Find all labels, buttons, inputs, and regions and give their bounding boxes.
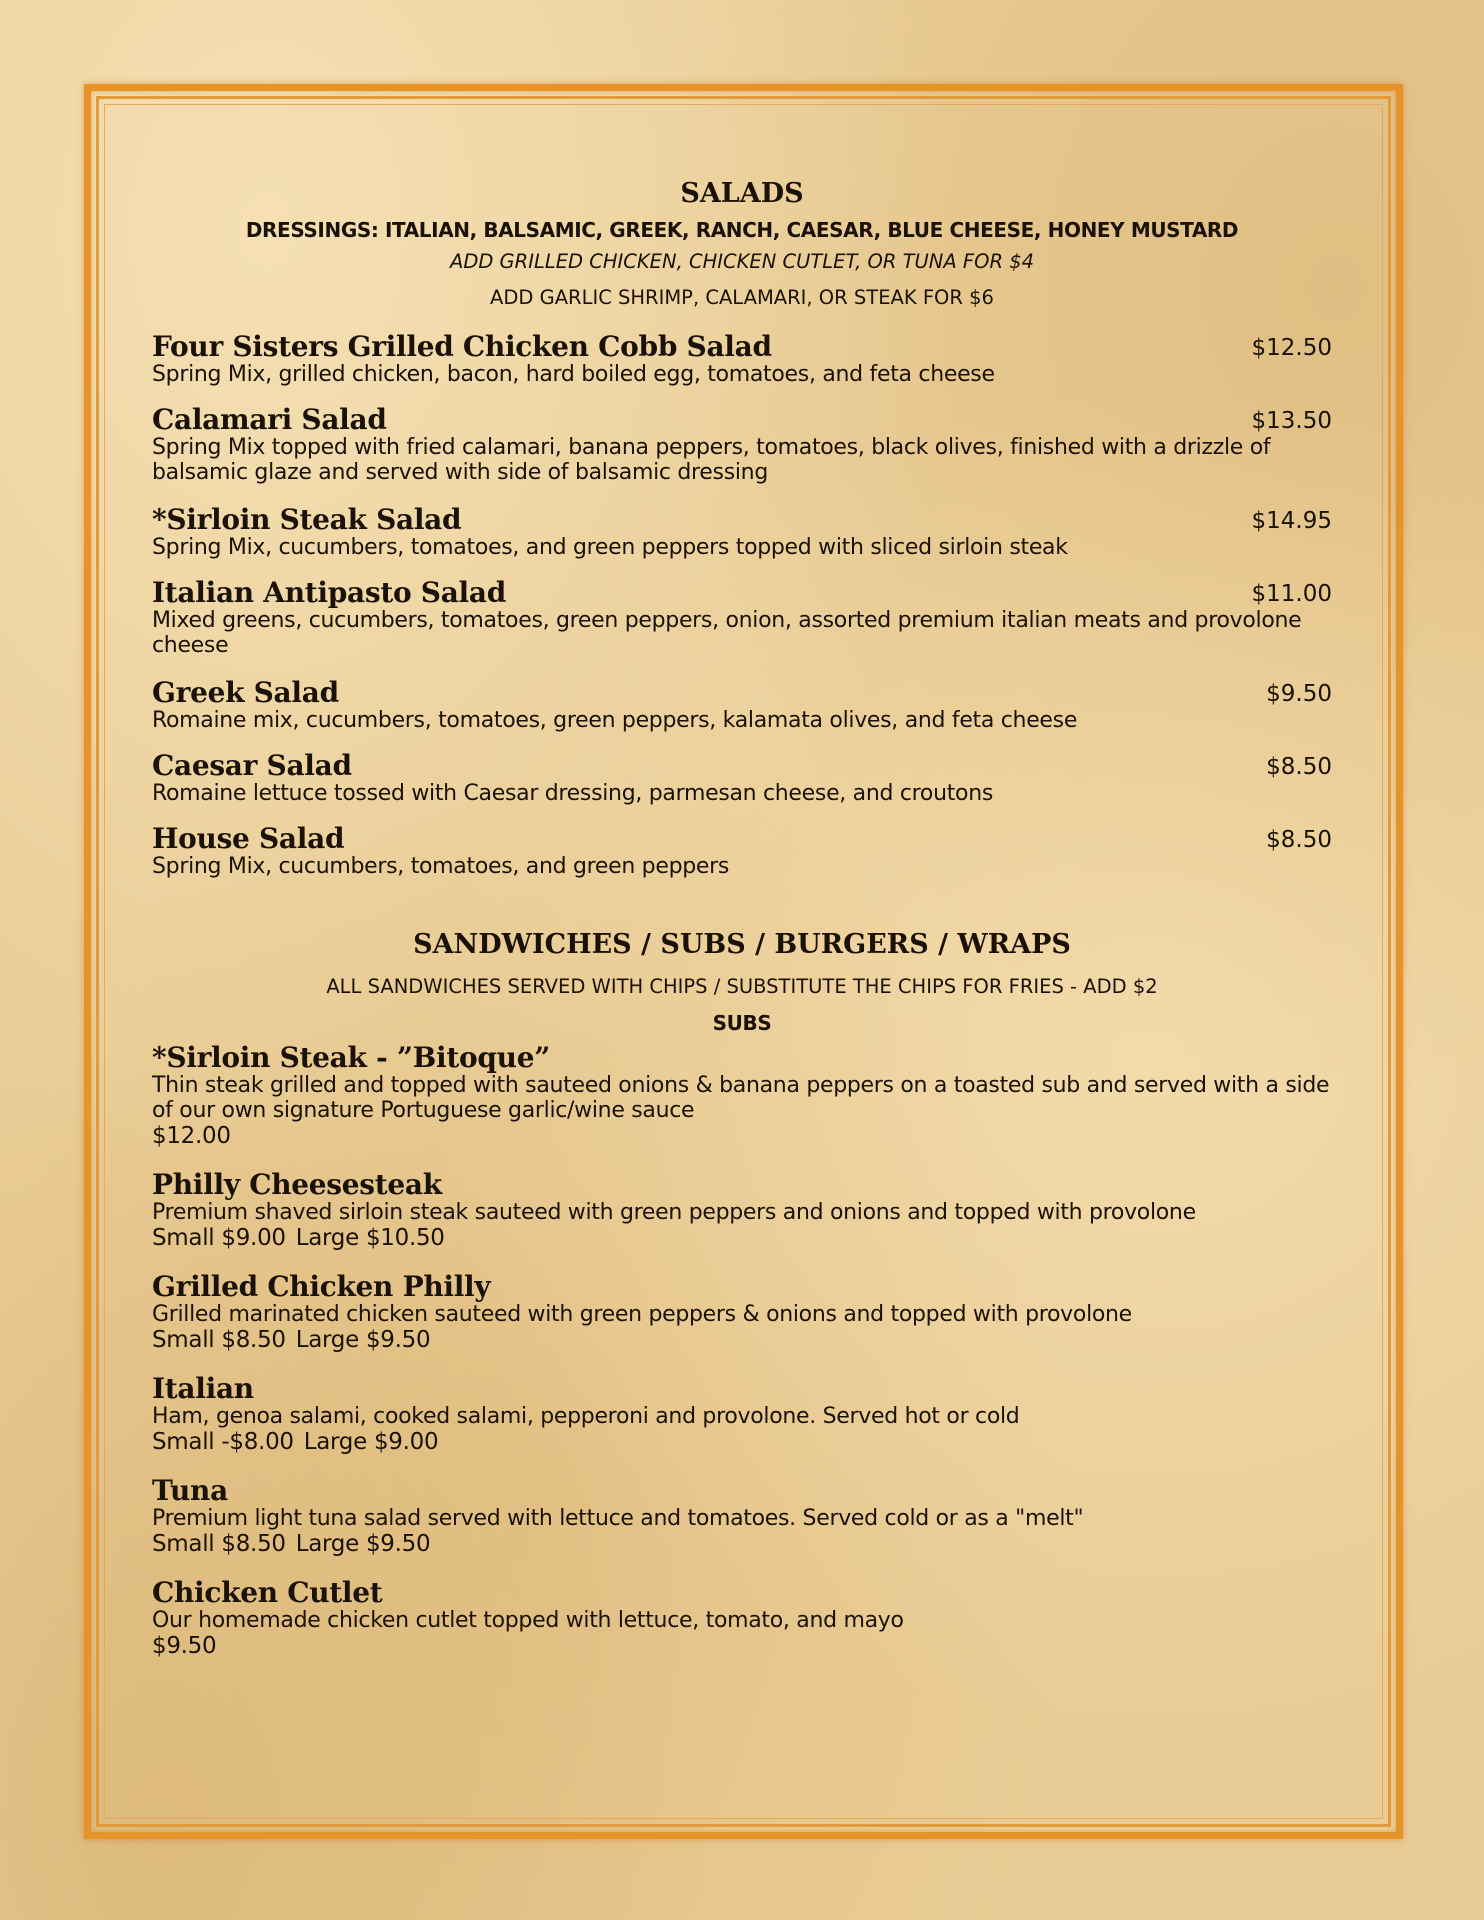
salads-dressings: DRESSINGS: ITALIAN, BALSAMIC, GREEK, RANCH, CAESAR, BLUE CHEESE, HONEY MUSTARD	[245, 218, 1239, 242]
sub-item-name: *Sirloin Steak - ”Bitoque”	[152, 1041, 551, 1074]
sub-item-price-large: Large $9.50	[295, 1327, 431, 1353]
sub-item-desc: Thin steak grilled and topped with sauteed onions & banana peppers on a toasted sub and served with a side of our own signature Portuguese garlic/wine sauce	[152, 1073, 1330, 1123]
sub-item-desc: Premium light tuna salad served with lettuce and tomatoes. Served cold or as a "melt"	[152, 1506, 1084, 1531]
salad-item-desc: Spring Mix, cucumbers, tomatoes, and green peppers	[152, 854, 730, 879]
sub-item-desc: Premium shaved sirloin steak sauteed with green peppers and onions and topped with provolone	[152, 1200, 1196, 1225]
sub-item-price-large: Large $9.00	[303, 1429, 439, 1455]
sub-item-name: Chicken Cutlet	[152, 1576, 383, 1609]
sub-item-price-small: Small -$8.00	[152, 1429, 294, 1455]
sub-item-name: Italian	[152, 1372, 254, 1405]
sub-item-price: $12.00	[152, 1123, 231, 1149]
sub-item-name: Grilled Chicken Philly	[152, 1270, 491, 1303]
sub-item-name: Philly Cheesesteak	[152, 1168, 442, 1201]
sub-item-price-small: Small $9.00	[152, 1225, 286, 1251]
salad-item-desc: Romaine mix, cucumbers, tomatoes, green peppers, kalamata olives, and feta cheese	[152, 708, 1078, 733]
salad-item-price: $12.50	[1251, 335, 1332, 361]
sandwiches-title: SANDWICHES / SUBS / BURGERS / WRAPS	[413, 929, 1071, 960]
salad-item-desc: Spring Mix, grilled chicken, bacon, hard boiled egg, tomatoes, and feta cheese	[152, 362, 995, 387]
salads-title: SALADS	[680, 178, 804, 209]
salad-item-name: Caesar Salad	[152, 749, 352, 782]
sub-item-desc: Our homemade chicken cutlet topped with lettuce, tomato, and mayo	[152, 1608, 904, 1633]
salad-item-name: Four Sisters Grilled Chicken Cobb Salad	[152, 330, 772, 363]
sub-item-prices	[152, 1123, 1332, 1150]
salad-item	[152, 405, 1332, 485]
sub-item-desc: Ham, genoa salami, cooked salami, pepperoni and provolone. Served hot or cold	[152, 1404, 1020, 1429]
sub-item	[152, 1476, 1332, 1558]
sandwiches-note: ALL SANDWICHES SERVED WITH CHIPS / SUBSTITUTE THE CHIPS FOR FRIES - ADD $2	[326, 975, 1158, 998]
sub-item	[152, 1374, 1332, 1456]
salad-item	[152, 578, 1332, 658]
salad-item	[152, 824, 1332, 879]
salad-item-desc: Mixed greens, cucumbers, tomatoes, green peppers, onion, assorted premium italian meats and provolone cheese	[152, 608, 1302, 658]
sub-item	[152, 1170, 1332, 1252]
salad-item-price: $11.00	[1251, 581, 1332, 607]
salad-item	[152, 751, 1332, 806]
salad-item-name: Calamari Salad	[152, 403, 387, 436]
salads-add-on-1: ADD GRILLED CHICKEN, CHICKEN CUTLET, OR TUNA FOR $4	[449, 250, 1035, 273]
sub-item-prices	[152, 1327, 1332, 1354]
menu-content	[152, 176, 1332, 1660]
sub-item-prices	[152, 1429, 1332, 1456]
salad-item-price: $8.50	[1266, 754, 1332, 780]
salad-item-name: *Sirloin Steak Salad	[152, 503, 462, 536]
salad-item	[152, 678, 1332, 733]
sub-item	[152, 1578, 1332, 1660]
sub-item-prices	[152, 1531, 1332, 1558]
sub-item-name: Tuna	[152, 1474, 228, 1507]
sub-item-prices	[152, 1225, 1332, 1252]
salad-item-price: $14.95	[1251, 508, 1332, 534]
salad-item-desc: Romaine lettuce tossed with Caesar dressing, parmesan cheese, and croutons	[152, 781, 994, 806]
sub-item	[152, 1272, 1332, 1354]
salad-item	[152, 332, 1332, 387]
salad-item-price: $8.50	[1266, 827, 1332, 853]
sub-item-price-small: Small $8.50	[152, 1531, 286, 1557]
salad-item-price: $9.50	[1266, 681, 1332, 707]
salad-item	[152, 505, 1332, 560]
subs-heading: SUBS	[712, 1011, 772, 1035]
salad-item-desc: Spring Mix topped with fried calamari, banana peppers, tomatoes, black olives, finished with a drizzle of balsamic glaze and served with side of balsamic dressing	[152, 435, 1271, 485]
sub-item-price-large: Large $9.50	[295, 1531, 431, 1557]
sub-item	[152, 1043, 1332, 1150]
sub-item-price-small: Small $8.50	[152, 1327, 286, 1353]
salad-item-name: House Salad	[152, 822, 345, 855]
sub-item-price-large: Large $10.50	[295, 1225, 445, 1251]
salad-item-name: Greek Salad	[152, 676, 339, 709]
sub-item-price: $9.50	[152, 1633, 217, 1659]
salads-add-on-2: ADD GARLIC SHRIMP, CALAMARI, OR STEAK FOR $6	[490, 286, 994, 309]
salad-item-name: Italian Antipasto Salad	[152, 576, 507, 609]
salad-item-price: $13.50	[1251, 408, 1332, 434]
sub-item-prices	[152, 1633, 1332, 1660]
salad-item-desc: Spring Mix, cucumbers, tomatoes, and green peppers topped with sliced sirloin steak	[152, 535, 1068, 560]
sub-item-desc: Grilled marinated chicken sauteed with green peppers & onions and topped with provolone	[152, 1302, 1132, 1327]
